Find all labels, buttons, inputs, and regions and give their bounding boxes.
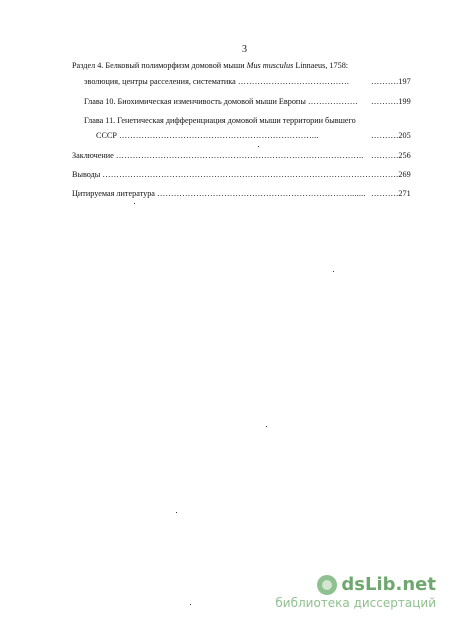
page-number: 3 xyxy=(242,44,247,55)
toc-conclusion-dots2: ………. xyxy=(371,151,399,160)
scan-speck xyxy=(134,203,135,204)
scan-speck xyxy=(190,604,191,605)
toc-chapter11-page xyxy=(371,131,411,141)
toc-chapter11-line2 xyxy=(96,131,319,141)
toc-chapter10-title-text: Глава 10. Биохимическая изменчивость домовой мыши Европы xyxy=(84,97,306,106)
toc-chapter11-dots2: ………. xyxy=(371,131,399,140)
toc-chapter11-line2-text: СССР xyxy=(96,131,117,140)
toc-section4-title xyxy=(72,61,348,71)
scan-speck xyxy=(258,146,259,147)
toc-chapter11-dots: ……………………………………………………………... xyxy=(118,131,319,140)
toc-conclusion-title-text: Заключение xyxy=(72,151,114,160)
toc-findings-title xyxy=(72,170,371,180)
toc-literature-title xyxy=(72,189,366,199)
toc-section4-title-part2: Linnaeus, 1758: xyxy=(293,61,349,70)
toc-section4-line2-text: эволюция, центры расселения, систематика xyxy=(84,77,236,86)
toc-section4-line2 xyxy=(84,77,349,87)
toc-section4-page xyxy=(371,77,411,87)
toc-chapter10-page-number: 199 xyxy=(398,97,411,106)
watermark-brand-text: dsLib.net xyxy=(341,574,436,595)
toc-chapter10-dots: ……………… xyxy=(307,97,359,106)
toc-findings-dots2: ………. xyxy=(371,170,399,179)
toc-literature-title-text: Цитируемая литература xyxy=(72,189,155,198)
toc-literature-dots: ……………………………………………………………....... xyxy=(156,189,366,198)
dslib-logo-icon xyxy=(317,575,337,595)
toc-chapter11-title xyxy=(84,116,356,126)
watermark xyxy=(275,574,436,610)
toc-conclusion-dots: …………………………………………………………………………….. xyxy=(115,151,364,160)
scan-speck xyxy=(333,271,334,272)
watermark-subtitle: библиотека диссертаций xyxy=(275,596,436,610)
toc-conclusion-title xyxy=(72,151,364,161)
toc-section4-dots2: ………. xyxy=(371,77,399,86)
toc-chapter10-page xyxy=(371,97,411,107)
toc-conclusion-page-number: 256 xyxy=(398,151,411,160)
toc-findings-title-text: Выводы xyxy=(72,170,101,179)
toc-section4-title-part1: Раздел 4. Белковый полиморфизм домовой мыши xyxy=(72,61,247,70)
toc-literature-dots2: ………. xyxy=(371,189,399,198)
toc-literature-page xyxy=(371,189,411,199)
scan-speck xyxy=(176,512,177,513)
toc-conclusion-page xyxy=(371,151,411,161)
toc-chapter11-page-number: 205 xyxy=(398,131,411,140)
toc-section4-title-italic: Mus musculus xyxy=(246,61,294,70)
toc-section4-page-number: 197 xyxy=(398,77,411,86)
watermark-brand xyxy=(275,574,436,595)
toc-findings-dots: …………………………………………………………………………………… xyxy=(102,170,371,179)
toc-findings-page xyxy=(371,170,411,180)
toc-literature-page-number: 271 xyxy=(398,189,411,198)
scan-speck xyxy=(266,426,267,427)
toc-chapter10-title xyxy=(84,97,358,107)
toc-chapter10-dots2: ………. xyxy=(371,97,399,106)
toc-findings-page-number: 269 xyxy=(398,170,411,179)
toc-chapter11-title-text: Глава 11. Генетическая дифференциация домовой мыши территории бывшего xyxy=(84,116,356,125)
toc-section4-dots: …………………………………. xyxy=(237,77,350,86)
